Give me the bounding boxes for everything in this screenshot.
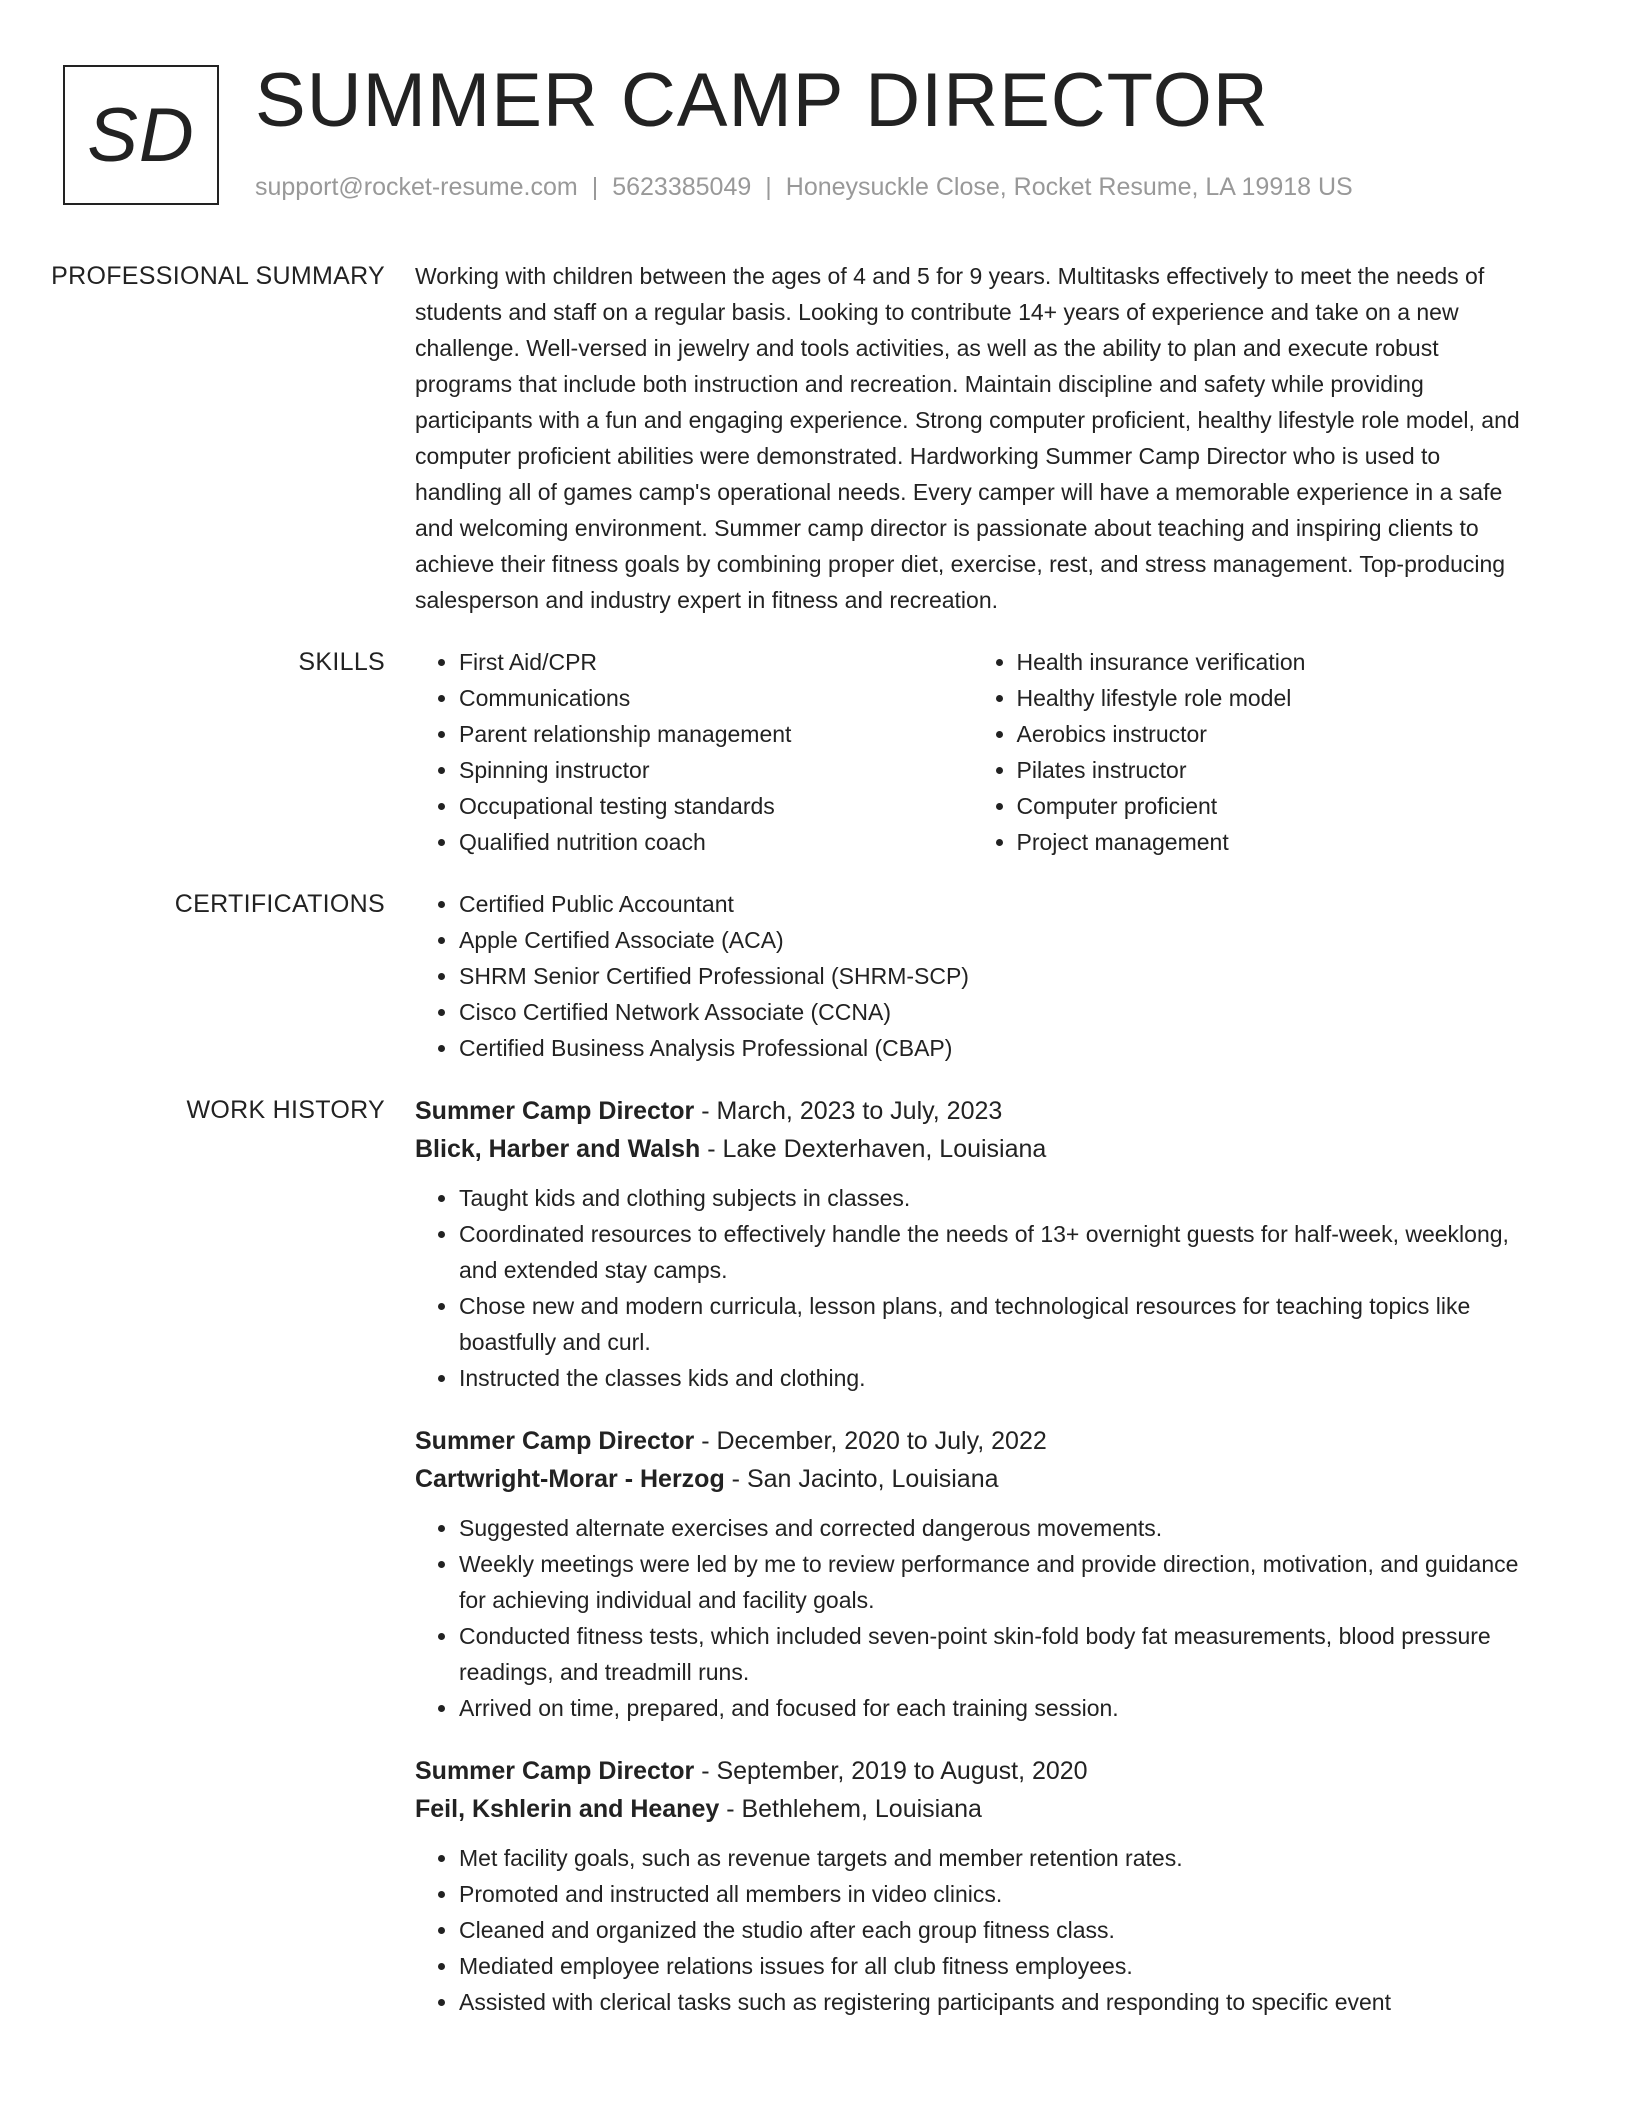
certification-item: • Certified Business Analysis Professional (CBAP) — [459, 1030, 1530, 1066]
job-dates: - March, 2023 to July, 2023 — [694, 1097, 1003, 1125]
certification-item: • Cisco Certified Network Associate (CCNA) — [459, 994, 1530, 1030]
skills-list-right — [973, 644, 1531, 860]
job-company-line — [415, 1790, 1530, 1828]
skill-item: • Occupational testing standards — [459, 788, 973, 824]
job-company: Feil, Kshlerin and Heaney — [415, 1795, 720, 1823]
job-duty: • Conducted fitness tests, which included seven-point skin-fold body fat measurements, blood pressure readings, and treadmill runs. — [459, 1618, 1530, 1690]
skill-item: • Healthy lifestyle role model — [1017, 680, 1531, 716]
skill-item: • Project management — [1017, 824, 1531, 860]
job-duty: • Assisted with clerical tasks such as registering participants and responding to specific event — [459, 1984, 1530, 2020]
resume-header — [63, 58, 1572, 210]
job-duties — [415, 1840, 1530, 2020]
certification-item: • SHRM Senior Certified Professional (SHRM-SCP) — [459, 958, 1530, 994]
job-duty: • Weekly meetings were led by me to review performance and provide direction, motivation, and guidance for achieving individual and facility goals. — [459, 1546, 1530, 1618]
skill-item: • Spinning instructor — [459, 752, 973, 788]
section-label: PROFESSIONAL SUMMARY — [51, 262, 385, 290]
contact-email: support@rocket-resume.com — [255, 173, 578, 201]
resume-title: SUMMER CAMP DIRECTOR — [255, 58, 1269, 143]
job-duty: • Chose new and modern curricula, lesson plans, and technological resources for teaching topics like boastfully and curl. — [459, 1288, 1530, 1360]
section-work-history — [0, 1092, 1632, 2046]
job-dates: - September, 2019 to August, 2020 — [694, 1757, 1088, 1785]
section-skills — [0, 644, 1632, 860]
job-duties — [415, 1510, 1530, 1726]
job-company-line — [415, 1460, 1530, 1498]
contact-phone: 5623385049 — [612, 173, 752, 201]
job-title-line — [415, 1092, 1530, 1130]
job-duty: • Cleaned and organized the studio after each group fitness class. — [459, 1912, 1530, 1948]
skill-item: • Pilates instructor — [1017, 752, 1531, 788]
job-entry — [415, 1092, 1530, 1396]
job-dates: - December, 2020 to July, 2022 — [694, 1427, 1047, 1455]
skill-item: • Computer proficient — [1017, 788, 1531, 824]
job-location: - San Jacinto, Louisiana — [724, 1465, 999, 1493]
summary-text: Working with children between the ages of 4 and 5 for 9 years. Multitasks effectively to meet the needs of students and staff on a regular basis. Looking to contribute 14+ years of experience and take on a new challenge. Well-versed in jewelry and tools activities, as well as the ability to plan and execute robust programs that include both instruction and recreation. Maintain discipline and safety while providing participants with a fun and engaging experience. Strong computer proficient, healthy lifestyle role model, and computer proficient abilities were demonstrated. Hardworking Summer Camp Director who is used to handling all of games camp's operational needs. Every camper will have a memorable experience in a safe and welcoming environment. Summer camp director is passionate about teaching and inspiring clients to achieve their fitness goals by combining proper diet, exercise, rest, and stress management. Top-producing salesperson and industry expert in fitness and recreation. — [415, 263, 1520, 613]
resume-content — [0, 258, 1632, 2072]
job-duty: • Met facility goals, such as revenue targets and member retention rates. — [459, 1840, 1530, 1876]
skill-item: • Parent relationship management — [459, 716, 973, 752]
job-company-line — [415, 1130, 1530, 1168]
section-label: SKILLS — [298, 648, 385, 676]
section-professional-summary — [0, 258, 1632, 618]
skill-item: • Qualified nutrition coach — [459, 824, 973, 860]
job-location: - Lake Dexterhaven, Louisiana — [700, 1135, 1047, 1163]
job-entry — [415, 1422, 1530, 1726]
section-label: WORK HISTORY — [186, 1096, 385, 1124]
job-title: Summer Camp Director — [415, 1757, 695, 1785]
skill-item: • First Aid/CPR — [459, 644, 973, 680]
skills-grid — [415, 644, 1530, 860]
job-duty: • Arrived on time, prepared, and focused for each training session. — [459, 1690, 1530, 1726]
job-duty: • Coordinated resources to effectively handle the needs of 13+ overnight guests for half-week, weeklong, and extended stay camps. — [459, 1216, 1530, 1288]
job-duty: • Taught kids and clothing subjects in classes. — [459, 1180, 1530, 1216]
contact-separator: | — [591, 173, 599, 201]
contact-separator: | — [765, 173, 772, 201]
skill-item: • Health insurance verification — [1017, 644, 1531, 680]
skill-item: • Communications — [459, 680, 973, 716]
job-duty: • Promoted and instructed all members in video clinics. — [459, 1876, 1530, 1912]
section-certifications — [0, 886, 1632, 1066]
skills-list-left — [415, 644, 973, 860]
section-body — [415, 258, 1530, 618]
job-location: - Bethlehem, Louisiana — [719, 1795, 982, 1823]
job-title: Summer Camp Director — [415, 1427, 695, 1455]
certifications-list — [415, 886, 1530, 1066]
job-company: Blick, Harber and Walsh — [415, 1135, 701, 1163]
section-body — [415, 886, 1530, 1066]
job-title-line — [415, 1752, 1530, 1790]
contact-line — [255, 173, 1353, 202]
certification-item: • Apple Certified Associate (ACA) — [459, 922, 1530, 958]
contact-address: Honeysuckle Close, Rocket Resume, LA 19918 US — [785, 173, 1353, 201]
job-duty: • Suggested alternate exercises and corrected dangerous movements. — [459, 1510, 1530, 1546]
monogram-badge: SD — [63, 65, 219, 205]
job-duties — [415, 1180, 1530, 1396]
section-body — [415, 1092, 1530, 2046]
job-company: Cartwright-Morar - Herzog — [415, 1465, 725, 1493]
job-title-line — [415, 1422, 1530, 1460]
job-duty: • Instructed the classes kids and clothing. — [459, 1360, 1530, 1396]
certification-item: • Certified Public Accountant — [459, 886, 1530, 922]
job-duty: • Mediated employee relations issues for all club fitness employees. — [459, 1948, 1530, 1984]
skill-item: • Aerobics instructor — [1017, 716, 1531, 752]
section-label: CERTIFICATIONS — [174, 890, 385, 918]
job-title: Summer Camp Director — [415, 1097, 695, 1125]
job-entry — [415, 1752, 1530, 2020]
